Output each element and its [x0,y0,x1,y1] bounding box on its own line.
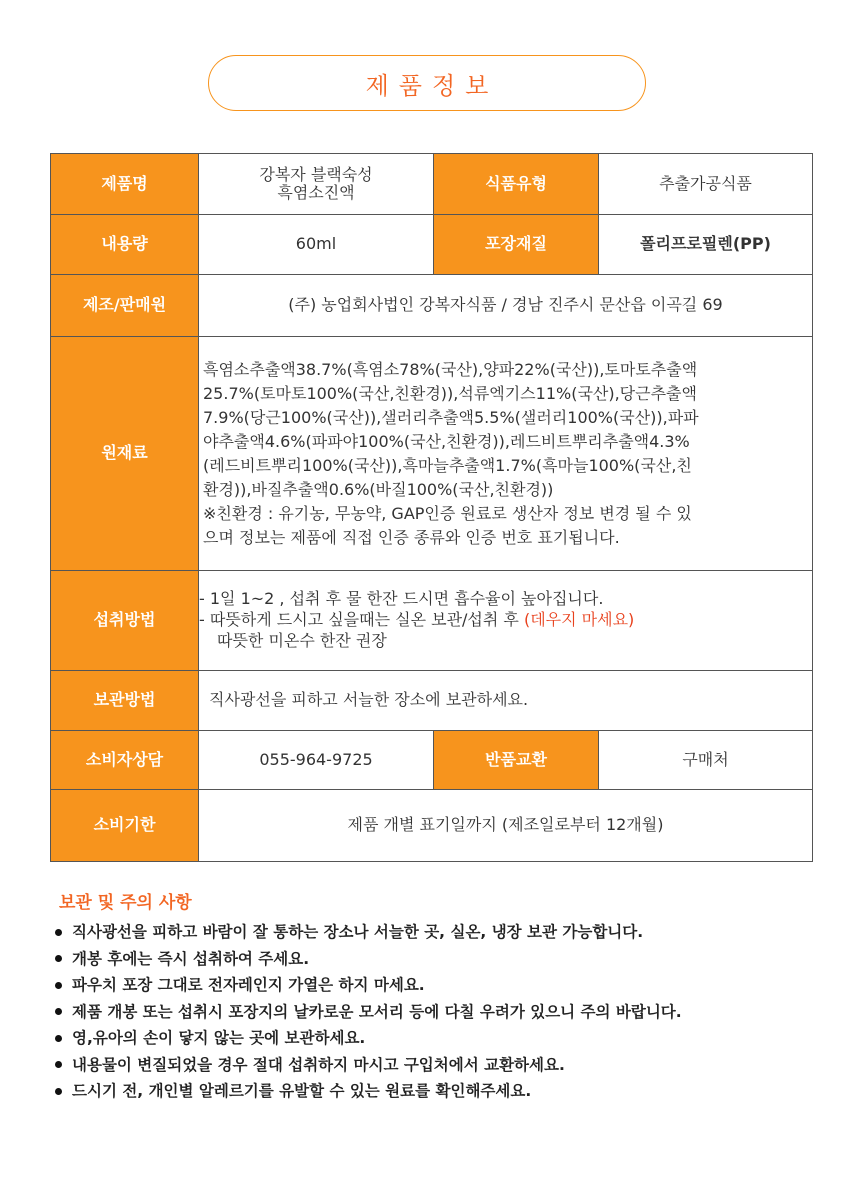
method-line1: - 1일 1~2 , 섭취 후 물 한잔 드시면 흡수율이 높아집니다. [199,589,604,609]
product-name-line2: 흑염소진액 [277,183,355,202]
bullet-icon [55,1061,62,1068]
method-value [199,571,813,671]
table-row [51,154,813,215]
table-row [51,571,813,671]
ingredients-line: 야추출액4.6%(파파야100%(국산,친환경)),레드비트뿌리추출액4.3% [203,431,690,451]
ingredients-line: 환경)),바질추출액0.6%(바질100%(국산,친환경)) [203,479,554,499]
product-name-label: 제품명 [51,154,199,215]
table-row [51,275,813,337]
table-row [51,337,813,571]
food-type-value: 추출가공식품 [599,154,813,215]
ingredients-line: 흑염소추출액38.7%(흑염소78%(국산),양파22%(국산)),토마토추출액 [203,359,698,379]
page-title: 제품정보 [365,71,499,100]
bullet-icon [55,1088,62,1095]
list-item [55,972,825,999]
ingredients-line: 으며 정보는 제품에 직접 인증 종류와 인증 번호 표기됩니다. [203,527,620,547]
method-line3: 따뜻한 미온수 한잔 권장 [217,630,387,650]
caution-list [55,919,825,1105]
caution-item-text: 내용물이 변질되었을 경우 절대 섭취하지 마시고 구입처에서 교환하세요. [72,1055,565,1074]
ingredients-line: 25.7%(토마토100%(국산,친환경)),석류엑기스11%(국산),당근추출액 [203,383,697,403]
list-item [55,946,825,973]
list-item [55,1052,825,1079]
maker-value: (주) 농업회사법인 강복자식품 / 경남 진주시 문산읍 이곡길 69 [199,275,813,337]
product-name-value [199,154,434,215]
storage-label: 보관방법 [51,671,199,731]
exchange-label: 반품교환 [434,731,599,790]
method-line2 [199,610,812,631]
consult-value: 055-964-9725 [199,731,434,790]
expiry-value: 제품 개별 표기일까지 (제조일로부터 12개월) [199,790,813,862]
list-item [55,1025,825,1052]
bullet-icon [55,1035,62,1042]
caution-item-text: 직사광선을 피하고 바람이 잘 통하는 장소나 서늘한 곳, 실온, 냉장 보관 가능합니다. [72,923,644,941]
table-row [51,671,813,731]
packaging-value: 폴리프로필렌(PP) [599,215,813,275]
method-label: 섭취방법 [51,571,199,671]
bullet-icon [55,955,62,962]
food-type-label: 식품유형 [434,154,599,215]
packaging-label: 포장재질 [434,215,599,275]
ingredients-line: ※친환경 : 유기농, 무농약, GAP인증 원료로 생산자 정보 변경 될 수 있 [203,503,692,523]
method-warning: (데우지 마세요) [523,610,635,630]
table-row [51,790,813,862]
caution-item-text: 드시기 전, 개인별 알레르기를 유발할 수 있는 원료를 확인해주세요. [72,1082,532,1100]
method-line2-main: - 따뜻하게 드시고 싶을때는 실온 보관/섭취 후 [199,610,524,630]
caution-item-text: 영,유아의 손이 닿지 않는 곳에 보관하세요. [72,1029,366,1047]
caution-section [55,888,825,1105]
caution-item-text: 제품 개봉 또는 섭취시 포장지의 날카로운 모서리 등에 다칠 우려가 있으니 주의 바랍니다. [72,1002,682,1021]
ingredients-line: 7.9%(당근100%(국산)),샐러리추출액5.5%(샐러리100%(국산)),파파 [203,407,699,427]
list-item [55,999,825,1026]
volume-value: 60ml [199,215,434,275]
caution-item-text: 파우치 포장 그대로 전자레인지 가열은 하지 마세요. [72,976,425,994]
product-name-line1: 강복자 블랙숙성 [259,165,373,184]
bullet-icon [55,929,62,936]
storage-value: 직사광선을 피하고 서늘한 장소에 보관하세요. [199,671,813,731]
product-info-title-pill [208,55,646,111]
consult-label: 소비자상담 [51,731,199,790]
volume-label: 내용량 [51,215,199,275]
table-row [51,731,813,790]
ingredients-text [199,358,812,550]
ingredients-value [199,337,813,571]
caution-title: 보관 및 주의 사항 [59,893,192,913]
exchange-value: 구매처 [599,731,813,790]
bullet-icon [55,1008,62,1015]
list-item [55,1078,825,1105]
table-row [51,215,813,275]
bullet-icon [55,982,62,989]
ingredients-line: (레드비트뿌리100%(국산)),흑마늘추출액1.7%(흑마늘100%(국산,친 [203,455,692,475]
caution-item-text: 개봉 후에는 즉시 섭취하여 주세요. [72,949,310,968]
product-info-table [50,153,813,862]
ingredients-label: 원재료 [51,337,199,571]
expiry-label: 소비기한 [51,790,199,862]
list-item [55,919,825,946]
maker-label: 제조/판매원 [51,275,199,337]
